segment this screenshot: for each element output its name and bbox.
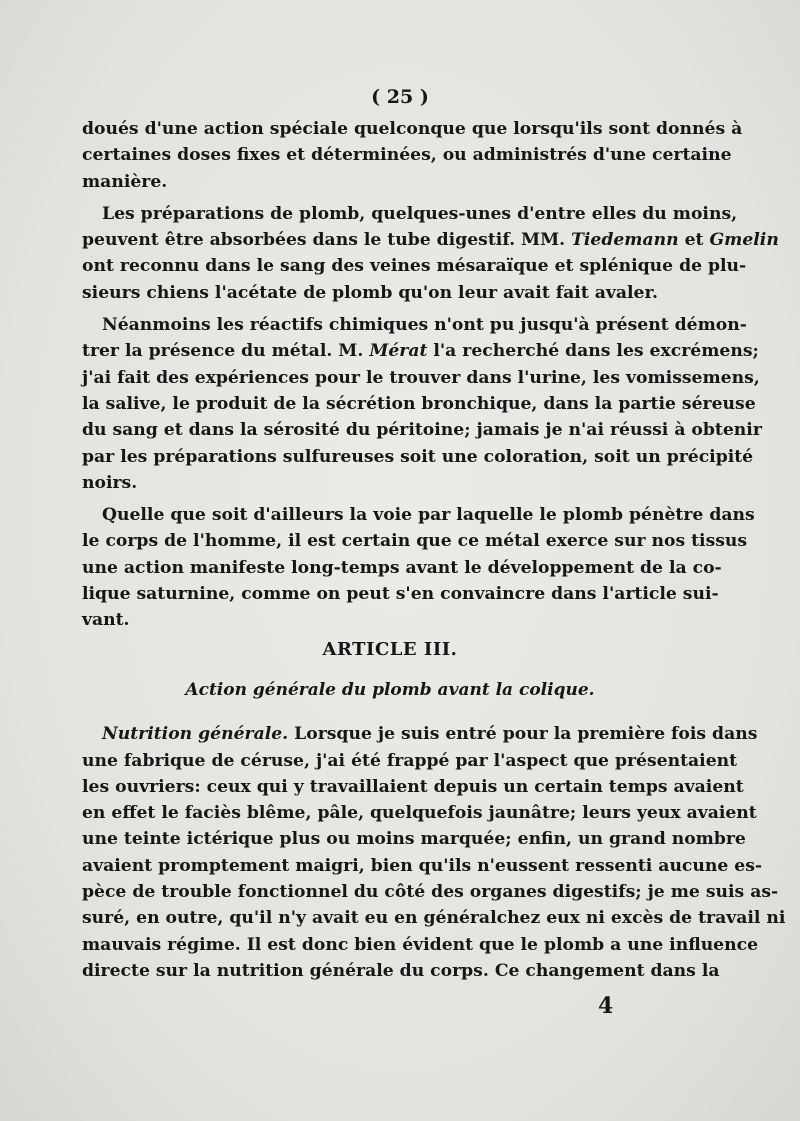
text-line: ont reconnu dans le sang des veines mésaraïque et splénique de plu- [82, 256, 747, 277]
article-heading: ARTICLE III. [322, 638, 458, 660]
text-line: en effet le faciès blême, pâle, quelquefois jaunâtre; leurs yeux avaient [82, 803, 757, 824]
paragraph-2 [82, 201, 779, 306]
text-line: pèce de trouble fonctionnel du côté des organes digestifs; je me suis as- [82, 882, 779, 903]
text-line: directe sur la nutrition générale du corps. Ce changement dans la [82, 960, 720, 981]
text-line: Néanmoins les réactifs chimiques n'ont pu jusqu'à présent démon- [102, 315, 747, 336]
paragraph-3 [82, 312, 762, 496]
text-line: la salive, le produit de la sécrétion bronchique, dans la partie séreuse [82, 393, 756, 414]
author-name: Gmelin [709, 230, 779, 251]
paragraph-4 [82, 502, 755, 633]
signature-mark: 4 [598, 993, 614, 1019]
text-line: Les préparations de plomb, quelques-unes d'entre elles du moins, [102, 203, 738, 224]
paragraph-5 [82, 721, 786, 984]
text-line: certaines doses fixes et déterminées, ou administrés d'une certaine [82, 145, 732, 166]
text-line: noirs. [82, 472, 138, 493]
text-line: le corps de l'homme, il est certain que ce métal exerce sur nos tissus [82, 531, 748, 552]
text-line: par les préparations sulfureuses soit une coloration, soit un précipité [82, 446, 754, 467]
text-line: manière. [82, 171, 168, 192]
article-subheading: Action générale du plomb avant la colique. [185, 679, 595, 700]
section-label: Nutrition générale. [102, 724, 289, 745]
text-line: avaient promptement maigri, bien qu'ils n'eussent ressenti aucune es- [82, 855, 763, 876]
text-line: une teinte ictérique plus ou moins marquée; enfin, un grand nombre [82, 829, 746, 850]
text-line: trer la présence du métal. M. Mérat l'a recherché dans les excrémens; [82, 341, 759, 362]
text-line: vant. [82, 610, 130, 631]
text-line: une fabrique de céruse, j'ai été frappé par l'aspect que présentaient [82, 750, 738, 771]
text-line: lique saturnine, comme on peut s'en convaincre dans l'article sui- [82, 584, 719, 605]
text-line: Quelle que soit d'ailleurs la voie par laquelle le plomb pénètre dans [102, 505, 755, 526]
text-line: peuvent être absorbées dans le tube digestif. MM. Tiedemann et Gmelin [82, 230, 779, 251]
text-line: suré, en outre, qu'il n'y avait eu en généralchez eux ni excès de travail ni [82, 908, 786, 929]
paragraph-1 [82, 116, 743, 195]
author-name: Mérat [369, 341, 428, 362]
page-number: ( 25 ) [371, 86, 429, 108]
text-line: les ouvriers: ceux qui y travaillaient depuis un certain temps avaient [82, 776, 744, 797]
text-line: doués d'une action spéciale quelconque que lorsqu'ils sont donnés à [82, 119, 743, 139]
text-line: du sang et dans la sérosité du péritoine; jamais je n'ai réussi à obtenir [82, 420, 762, 441]
page-body [82, 116, 786, 984]
text-line: Nutrition générale. Lorsque je suis entré pour la première fois dans [102, 724, 758, 745]
text-line: mauvais régime. Il est donc bien évident que le plomb a une influence [82, 934, 759, 955]
text-line: une action manifeste long-temps avant le développement de la co- [82, 557, 722, 578]
author-name: Tiedemann [571, 230, 679, 251]
text-line: sieurs chiens l'acétate de plomb qu'on leur avait fait avaler. [82, 282, 658, 303]
text-line: j'ai fait des expériences pour le trouver dans l'urine, les vomissemens, [82, 367, 760, 388]
